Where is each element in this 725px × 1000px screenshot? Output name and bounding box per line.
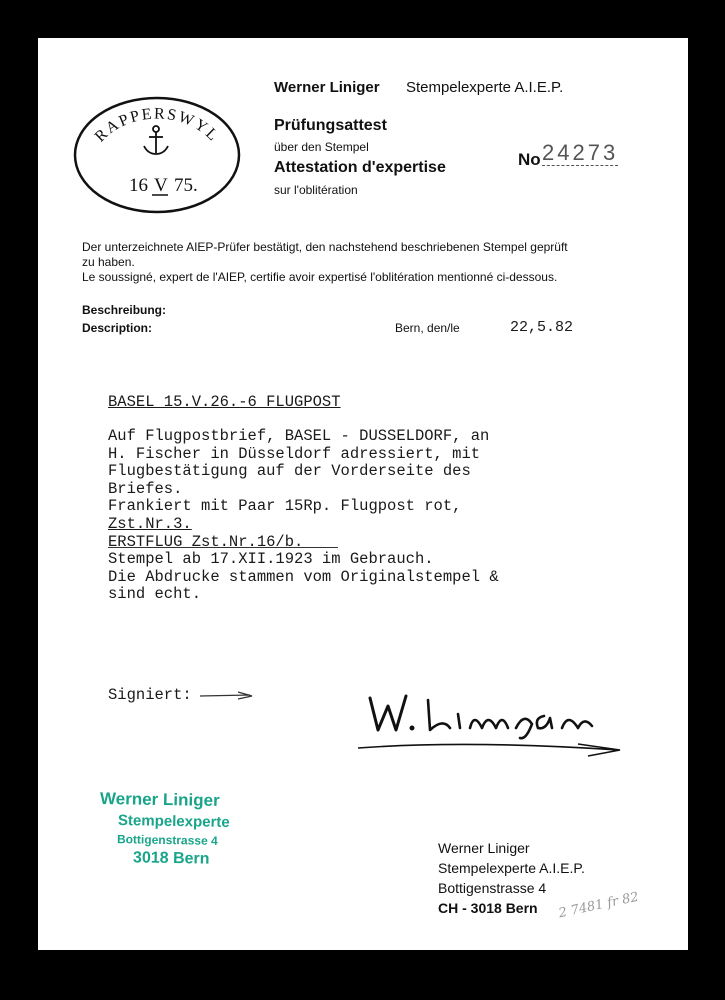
place-date-label: Bern, den/le [395,321,460,335]
postmark [72,95,242,215]
postmark-month: V [154,175,168,196]
body-text [108,428,499,604]
body-line: Stempel ab 17.XII.1923 im Gebrauch. [108,550,434,569]
intro-de-line1: Der unterzeichnete AIEP-Prüfer bestätigt, den nachstehend beschriebenen Stempel geprüft [82,240,568,254]
pencil-note: 2 7481 fr 82 [557,889,640,922]
address-city: CH - 3018 Bern [438,900,538,916]
number-label: No [518,150,541,169]
postmark-day: 16 [129,175,148,196]
stamp-line1: Werner Liniger [99,788,220,811]
body-line: Frankiert mit Paar 15Rp. Flugpost rot, [108,497,462,516]
address-role: Stempelexperte A.I.E.P. [438,860,585,876]
body-line: Auf Flugpostbrief, BASEL - DUSSELDORF, an [108,427,490,445]
body-line: H. Fischer in Düsseldorf adressiert, mit [108,444,481,463]
anchor-icon [144,126,168,154]
title-fr: Attestation d'expertise [274,159,446,176]
address-street: Bottigenstrasse 4 [438,880,547,896]
intro-de-line2: zu haben. [82,255,135,269]
header-name: Werner Liniger [274,79,380,96]
body-line: Die Abdrucke stammen vom Originalstempel & [108,567,499,586]
body-line: Flugbestätigung auf der Vorderseite des [108,462,471,481]
intro-fr: Le soussigné, expert de l'AIEP, certifie avoir expertisé l'oblitération mentionné ci-dessous. [82,270,558,284]
description-label-fr: Description: [82,321,153,335]
subtitle-de: über den Stempel [274,140,369,154]
postmark-town: RAPPERSWYL [91,105,223,146]
stamp-line4: 3018 Bern [132,849,210,868]
body-line: Briefes. [108,479,183,498]
underline-mark [108,547,338,548]
header-line [274,79,563,96]
body-line: Zst.Nr.3. [108,514,192,533]
stamp-line3: Bottigenstrasse 4 [116,832,218,848]
title-de: Prüfungsattest [274,117,387,134]
subtitle-fr: sur l'oblitération [274,183,358,197]
postmark-year: 75. [174,175,198,196]
description-label-de: Beschreibung: [82,303,167,317]
stamp-line2: Stempelexperte [117,812,230,831]
body-line: ERSTFLUG Zst.Nr.16/b. [108,532,304,551]
certificate-page [38,38,688,950]
address-name: Werner Liniger [438,840,530,856]
number-value: 24273 [542,140,619,165]
date-value: 22,5.82 [510,319,574,336]
signature-image [348,688,638,763]
header-role: Stempelexperte A.I.E.P. [405,79,564,96]
signed-label: Signiert: [108,686,192,704]
body-line: sind echt. [108,585,202,604]
pen-stroke [198,688,258,702]
body-heading: BASEL 15.V.26.-6 FLUGPOST [108,393,341,411]
